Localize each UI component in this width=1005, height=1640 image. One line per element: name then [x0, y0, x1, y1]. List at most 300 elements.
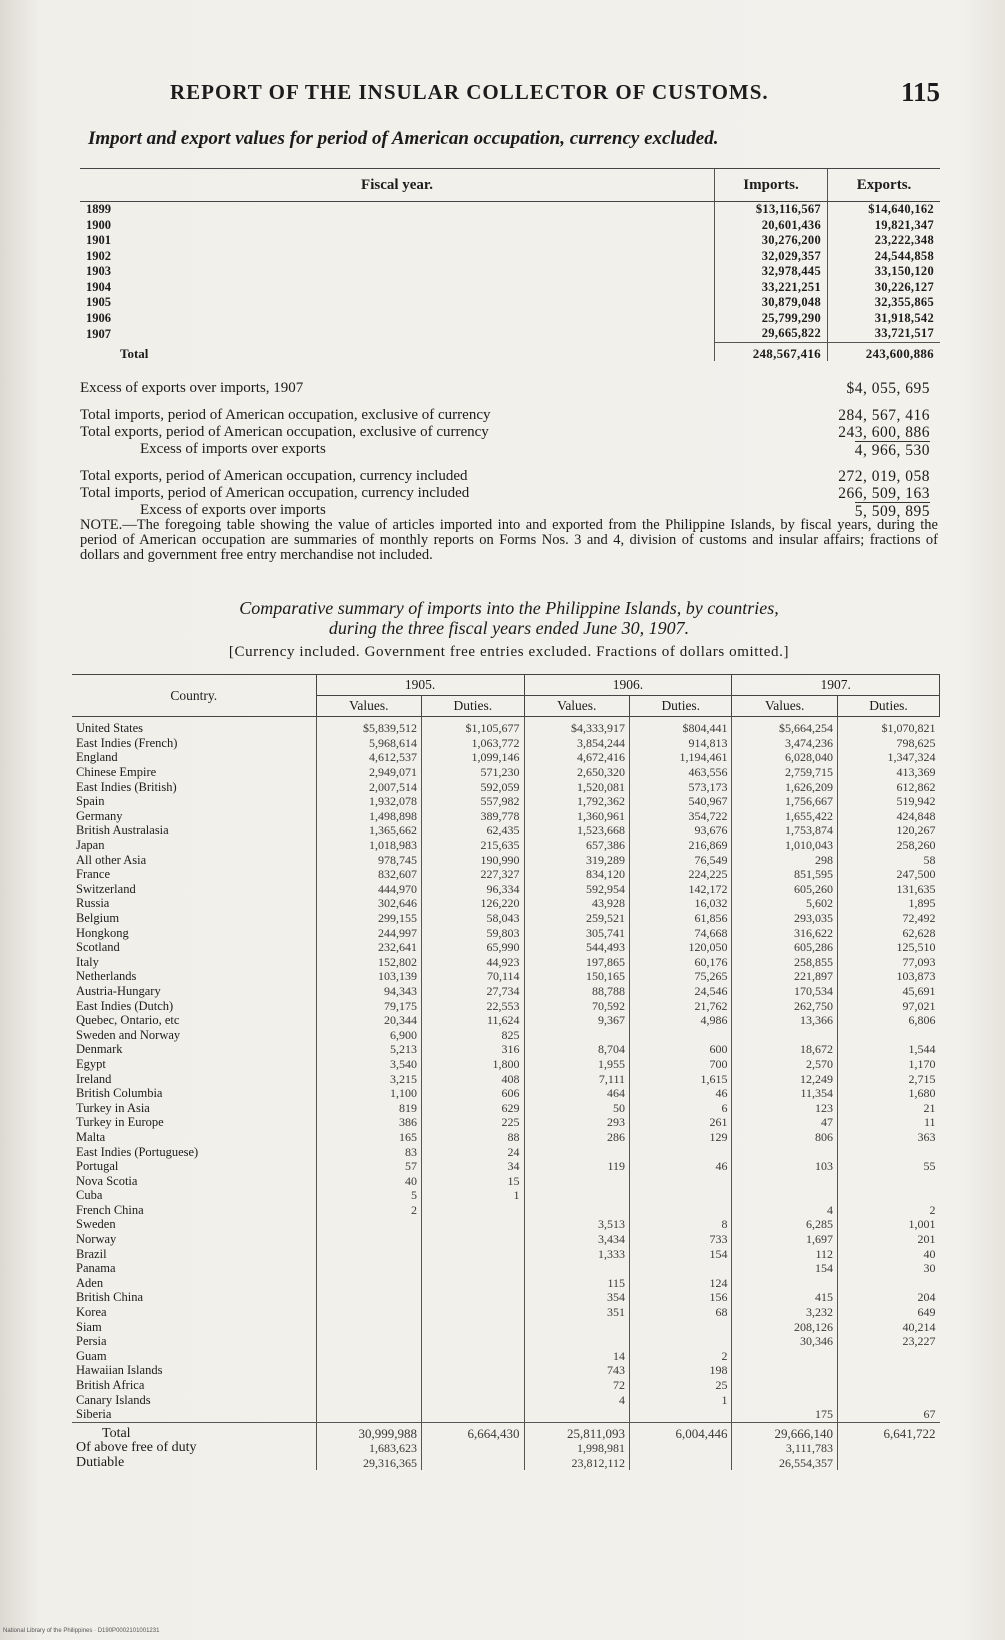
country-name: Guam: [76, 1348, 107, 1363]
value-cell: 5: [316, 1188, 422, 1203]
value-cell: 354: [524, 1290, 630, 1305]
duty-cell: 6,664,430: [422, 1422, 524, 1441]
value-cell: 1,520,081: [524, 779, 630, 794]
table-row: [72, 1378, 940, 1393]
duty-cell: 612,862: [838, 779, 940, 794]
country-name: Malta: [76, 1129, 106, 1144]
summary-excess-imports: Excess of imports over exports 4, 966, 530: [140, 441, 930, 459]
fiscal-year-cell: 1902: [86, 248, 111, 263]
value-cell: 40: [316, 1173, 422, 1188]
imports-cell: 30,276,200: [715, 233, 828, 249]
free-of-duty-row: [72, 1441, 940, 1456]
duty-cell: 6,641,722: [838, 1422, 940, 1441]
duty-cell: 1,800: [422, 1057, 524, 1072]
value-cell: 79,175: [316, 998, 422, 1013]
value-cell: 5,213: [316, 1042, 422, 1057]
exports-cell: 33,721,517: [828, 326, 941, 342]
value-cell: 2,949,071: [316, 765, 422, 780]
duty-cell: 571,230: [422, 765, 524, 780]
value-cell: 154: [732, 1261, 838, 1276]
table-row: [72, 1159, 940, 1174]
country-name: Turkey in Europe: [76, 1115, 164, 1130]
value-cell: 293,035: [732, 911, 838, 926]
value-cell: 12,249: [732, 1071, 838, 1086]
table-row: [72, 823, 940, 838]
value-cell: 29,666,140: [732, 1422, 838, 1441]
duty-cell: 914,813: [630, 736, 732, 751]
duty-cell: 540,967: [630, 794, 732, 809]
duty-cell: [838, 1276, 940, 1291]
duty-cell: $1,105,677: [422, 717, 524, 736]
country-name: Scotland: [76, 940, 120, 955]
duty-cell: 592,059: [422, 779, 524, 794]
table2-title: Comparative summary of imports into the Philippine Islands, by countries, during the three fiscal years ended June 30, 1907.: [239, 598, 779, 638]
value-cell: 18,672: [732, 1042, 838, 1057]
duty-cell: [422, 1392, 524, 1407]
value-cell: [524, 1173, 630, 1188]
exports-cell: 19,821,347: [828, 218, 941, 234]
country-name: Sweden: [76, 1217, 116, 1232]
value-cell: [732, 1188, 838, 1203]
exports-cell: 33,150,120: [828, 264, 941, 280]
value-cell: [316, 1407, 422, 1422]
value-cell: 6,900: [316, 1027, 422, 1042]
table-row: [72, 1144, 940, 1159]
table-row: [80, 326, 940, 342]
value-cell: 1,523,668: [524, 823, 630, 838]
value-cell: 150,165: [524, 969, 630, 984]
value-cell: 103,139: [316, 969, 422, 984]
value-cell: [524, 1203, 630, 1218]
duty-cell: [630, 1441, 732, 1456]
value-cell: 2,570: [732, 1057, 838, 1072]
duty-cell: 1,063,772: [422, 736, 524, 751]
duty-cell: 1: [630, 1392, 732, 1407]
country-name: French China: [76, 1202, 144, 1217]
value-cell: 3,434: [524, 1232, 630, 1247]
value-cell: 4: [524, 1392, 630, 1407]
row-label: Total: [72, 1422, 316, 1441]
value-cell: [316, 1276, 422, 1291]
total-row: [80, 342, 940, 361]
value-cell: 165: [316, 1130, 422, 1145]
duty-cell: 258,260: [838, 838, 940, 853]
value-cell: 232,641: [316, 940, 422, 955]
table-row: [72, 1071, 940, 1086]
value-cell: 298: [732, 852, 838, 867]
summary-exports-incl: Total exports, period of American occupation, currency included 272, 019, 058: [80, 468, 930, 485]
value-cell: 1,697: [732, 1232, 838, 1247]
summary-imports-incl: Total imports, period of American occupation, currency included 266, 509, 163: [80, 485, 930, 502]
col-values: Values.: [524, 696, 630, 717]
duty-cell: 11,624: [422, 1013, 524, 1028]
value-cell: 2,007,514: [316, 779, 422, 794]
value-cell: 592,954: [524, 882, 630, 897]
imports-cell: 30,879,048: [715, 295, 828, 311]
total-row: [72, 1422, 940, 1441]
table-row: [72, 794, 940, 809]
value-cell: 112: [732, 1246, 838, 1261]
duty-cell: [630, 1144, 732, 1159]
value-cell: 259,521: [524, 911, 630, 926]
value-cell: [524, 1334, 630, 1349]
value-cell: 170,534: [732, 984, 838, 999]
table-row: [72, 896, 940, 911]
exports-cell: 23,222,348: [828, 233, 941, 249]
country-name: Japan: [76, 838, 105, 853]
value-cell: [732, 1349, 838, 1364]
value-cell: 70,592: [524, 998, 630, 1013]
country-name: Germany: [76, 808, 123, 823]
table-row: [72, 736, 940, 751]
value-cell: 832,607: [316, 867, 422, 882]
value-cell: 119: [524, 1159, 630, 1174]
duty-cell: 1,001: [838, 1217, 940, 1232]
country-name: France: [76, 867, 111, 882]
value-cell: 14: [524, 1349, 630, 1364]
value-cell: 286: [524, 1130, 630, 1145]
country-name: British China: [76, 1290, 144, 1305]
table-row: [72, 1013, 940, 1028]
duty-cell: [630, 1173, 732, 1188]
value-cell: 1,498,898: [316, 809, 422, 824]
duty-cell: 154: [630, 1246, 732, 1261]
table-row: [72, 838, 940, 853]
country-name: Panama: [76, 1261, 116, 1276]
fiscal-year-cell: 1900: [86, 217, 111, 232]
country-name: Switzerland: [76, 881, 136, 896]
duty-cell: 224,225: [630, 867, 732, 882]
table-row: [80, 295, 940, 311]
country-name: England: [76, 750, 118, 765]
duty-cell: 61,856: [630, 911, 732, 926]
duty-cell: [422, 1276, 524, 1291]
table-row: [80, 218, 940, 234]
country-name: Nova Scotia: [76, 1173, 138, 1188]
value-cell: [732, 1173, 838, 1188]
duty-cell: [630, 1027, 732, 1042]
duty-cell: $1,070,821: [838, 717, 940, 736]
value-cell: [316, 1349, 422, 1364]
col-imports: Imports.: [715, 169, 828, 202]
country-name: Siberia: [76, 1407, 112, 1422]
duty-cell: 44,923: [422, 955, 524, 970]
country-name: United States: [76, 721, 144, 736]
value-cell: [524, 1319, 630, 1334]
col-fiscal-year: Fiscal year.: [80, 169, 715, 202]
duty-cell: [422, 1217, 524, 1232]
table-row: [72, 1261, 940, 1276]
value-cell: 262,750: [732, 998, 838, 1013]
table-row: [72, 940, 940, 955]
value-cell: 1,010,043: [732, 838, 838, 853]
country-name: Brazil: [76, 1246, 107, 1261]
duty-cell: 227,327: [422, 867, 524, 882]
duty-cell: 58,043: [422, 911, 524, 926]
country-name: Sweden and Norway: [76, 1027, 181, 1042]
duty-cell: [422, 1378, 524, 1393]
table1-title: Import and export values for period of American occupation, currency excluded.: [88, 128, 719, 149]
value-cell: 258,855: [732, 955, 838, 970]
value-cell: [316, 1290, 422, 1305]
value-cell: 544,493: [524, 940, 630, 955]
value-cell: 1,626,209: [732, 779, 838, 794]
country-name: Hawaiian Islands: [76, 1363, 163, 1378]
duty-cell: 27,734: [422, 984, 524, 999]
table-row: [72, 1027, 940, 1042]
fiscal-year-cell: 1904: [86, 279, 111, 294]
value-cell: [316, 1392, 422, 1407]
duty-cell: 354,722: [630, 809, 732, 824]
value-cell: [316, 1378, 422, 1393]
duty-cell: [422, 1232, 524, 1247]
fiscal-year-cell: 1899: [86, 202, 111, 217]
duty-cell: 215,635: [422, 838, 524, 853]
table-row: [72, 1130, 940, 1145]
exports-cell: 32,355,865: [828, 295, 941, 311]
duty-cell: 2: [838, 1203, 940, 1218]
country-name: Quebec, Ontario, etc: [76, 1013, 180, 1028]
value-cell: [732, 1392, 838, 1407]
duty-cell: [838, 1188, 940, 1203]
duty-cell: 2,715: [838, 1071, 940, 1086]
duty-cell: 120,267: [838, 823, 940, 838]
duty-cell: 408: [422, 1071, 524, 1086]
country-name: British Australasia: [76, 823, 169, 838]
duty-cell: 190,990: [422, 852, 524, 867]
table-row: [80, 233, 940, 249]
country-name: Italy: [76, 954, 99, 969]
country-name: Denmark: [76, 1042, 123, 1057]
duty-cell: [838, 1173, 940, 1188]
col-duties: Duties.: [422, 696, 524, 717]
value-cell: 743: [524, 1363, 630, 1378]
duty-cell: 261: [630, 1115, 732, 1130]
duty-cell: 88: [422, 1130, 524, 1145]
fiscal-year-cell: 1903: [86, 264, 111, 279]
value-cell: 299,155: [316, 911, 422, 926]
fiscal-year-cell: 1905: [86, 295, 111, 310]
duty-cell: [422, 1363, 524, 1378]
value-cell: 26,554,357: [732, 1456, 838, 1471]
value-cell: 115: [524, 1276, 630, 1291]
table-row: [72, 911, 940, 926]
duty-cell: [630, 1261, 732, 1276]
duty-cell: 424,848: [838, 809, 940, 824]
fiscal-year-table: [80, 168, 940, 361]
value-cell: 1,655,422: [732, 809, 838, 824]
duty-cell: 413,369: [838, 765, 940, 780]
duty-cell: [422, 1319, 524, 1334]
value-cell: 605,260: [732, 882, 838, 897]
value-cell: 978,745: [316, 852, 422, 867]
duty-cell: 15: [422, 1173, 524, 1188]
duty-cell: 70,114: [422, 969, 524, 984]
country-name: Norway: [76, 1232, 117, 1247]
dutiable-row: [72, 1456, 940, 1471]
duty-cell: [838, 1392, 940, 1407]
duty-cell: 1,170: [838, 1057, 940, 1072]
value-cell: 605,286: [732, 940, 838, 955]
table-row: [72, 1203, 940, 1218]
value-cell: 152,802: [316, 955, 422, 970]
table-row: [72, 1188, 940, 1203]
duty-cell: [630, 1203, 732, 1218]
value-cell: 806: [732, 1130, 838, 1145]
table-row: [80, 264, 940, 280]
duty-cell: 519,942: [838, 794, 940, 809]
duty-cell: 316: [422, 1042, 524, 1057]
value-cell: 1,753,874: [732, 823, 838, 838]
duty-cell: 103,873: [838, 969, 940, 984]
table-row: [72, 1349, 940, 1364]
duty-cell: 463,556: [630, 765, 732, 780]
value-cell: 5,968,614: [316, 736, 422, 751]
value-cell: [732, 1027, 838, 1042]
table-row: [72, 1392, 940, 1407]
duty-cell: 557,982: [422, 794, 524, 809]
duty-cell: 201: [838, 1232, 940, 1247]
duty-cell: [422, 1349, 524, 1364]
value-cell: [524, 1407, 630, 1422]
duty-cell: [630, 1456, 732, 1471]
duty-cell: [838, 1378, 940, 1393]
value-cell: 13,366: [732, 1013, 838, 1028]
value-cell: 94,343: [316, 984, 422, 999]
value-cell: 123: [732, 1100, 838, 1115]
duty-cell: 573,173: [630, 779, 732, 794]
duty-cell: 11: [838, 1115, 940, 1130]
table-row: [72, 925, 940, 940]
duty-cell: 46: [630, 1086, 732, 1101]
duty-cell: 225: [422, 1115, 524, 1130]
duty-cell: 120,050: [630, 940, 732, 955]
table-row: [80, 202, 940, 218]
duty-cell: 40,214: [838, 1319, 940, 1334]
country-name: East Indies (French): [76, 735, 178, 750]
duty-cell: 606: [422, 1086, 524, 1101]
duty-cell: 600: [630, 1042, 732, 1057]
value-cell: 316,622: [732, 925, 838, 940]
country-name: Korea: [76, 1305, 107, 1320]
table-row: [72, 1334, 940, 1349]
duty-cell: 74,668: [630, 925, 732, 940]
value-cell: 57: [316, 1159, 422, 1174]
col-year-1907: 1907.: [732, 675, 940, 696]
duty-cell: 247,500: [838, 867, 940, 882]
duty-cell: 62,435: [422, 823, 524, 838]
duty-cell: 25: [630, 1378, 732, 1393]
country-name: Spain: [76, 794, 105, 809]
duty-cell: 198: [630, 1363, 732, 1378]
value-cell: [732, 1363, 838, 1378]
duty-cell: 1,544: [838, 1042, 940, 1057]
summary-imports-excl: Total imports, period of American occupation, exclusive of currency 284, 567, 416: [80, 407, 930, 424]
table-row: [72, 1290, 940, 1305]
duty-cell: 1: [422, 1188, 524, 1203]
value-cell: 1,018,983: [316, 838, 422, 853]
value-cell: 1,792,362: [524, 794, 630, 809]
duty-cell: [838, 1456, 940, 1471]
value-cell: 88,788: [524, 984, 630, 999]
table-row: [72, 750, 940, 765]
value-cell: 3,215: [316, 1071, 422, 1086]
duty-cell: 24,546: [630, 984, 732, 999]
value-cell: 72: [524, 1378, 630, 1393]
value-cell: 3,474,236: [732, 736, 838, 751]
duty-cell: [422, 1407, 524, 1422]
duty-cell: 60,176: [630, 955, 732, 970]
duty-cell: 6,806: [838, 1013, 940, 1028]
fiscal-year-cell: 1907: [86, 326, 111, 341]
value-cell: [316, 1217, 422, 1232]
duty-cell: 55: [838, 1159, 940, 1174]
imports-cell: 32,029,357: [715, 249, 828, 265]
country-name: East Indies (Dutch): [76, 998, 174, 1013]
value-cell: [524, 1027, 630, 1042]
duty-cell: 1,347,324: [838, 750, 940, 765]
col-values: Values.: [316, 696, 422, 717]
value-cell: 319,289: [524, 852, 630, 867]
value-cell: 2: [316, 1203, 422, 1218]
duty-cell: 30: [838, 1261, 940, 1276]
value-cell: [316, 1232, 422, 1247]
value-cell: 197,865: [524, 955, 630, 970]
duty-cell: 40: [838, 1246, 940, 1261]
duty-cell: 1,895: [838, 896, 940, 911]
duty-cell: [422, 1203, 524, 1218]
country-name: Portugal: [76, 1159, 119, 1174]
value-cell: 3,232: [732, 1305, 838, 1320]
country-name: Belgium: [76, 911, 120, 926]
value-cell: 29,316,365: [316, 1456, 422, 1471]
imports-cell: 29,665,822: [715, 326, 828, 342]
table-row: [72, 779, 940, 794]
country-name: Turkey in Asia: [76, 1100, 150, 1115]
duty-cell: 76,549: [630, 852, 732, 867]
imports-cell: 32,978,445: [715, 264, 828, 280]
duty-cell: 131,635: [838, 882, 940, 897]
page-number: 115: [900, 77, 940, 107]
duty-cell: 16,032: [630, 896, 732, 911]
duty-cell: 389,778: [422, 809, 524, 824]
value-cell: 6,285: [732, 1217, 838, 1232]
summary-block: [80, 380, 940, 519]
duty-cell: 77,093: [838, 955, 940, 970]
value-cell: 819: [316, 1100, 422, 1115]
duty-cell: $804,441: [630, 717, 732, 736]
value-cell: [316, 1305, 422, 1320]
duty-cell: [630, 1319, 732, 1334]
value-cell: 3,111,783: [732, 1441, 838, 1456]
value-cell: [732, 1276, 838, 1291]
duty-cell: 129: [630, 1130, 732, 1145]
duty-cell: 142,172: [630, 882, 732, 897]
table-row: [72, 809, 940, 824]
col-exports: Exports.: [828, 169, 941, 202]
table-row: [80, 280, 940, 296]
value-cell: 293: [524, 1115, 630, 1130]
imports-cell: 20,601,436: [715, 218, 828, 234]
summary-excess-exports: Excess of exports over imports 5, 509, 895: [140, 502, 930, 520]
country-name: Russia: [76, 896, 110, 911]
duty-cell: [838, 1144, 940, 1159]
country-name: East Indies (Portuguese): [76, 1144, 199, 1159]
value-cell: 47: [732, 1115, 838, 1130]
imports-cell: $13,116,567: [715, 202, 828, 218]
duty-cell: 23,227: [838, 1334, 940, 1349]
duty-cell: 46: [630, 1159, 732, 1174]
